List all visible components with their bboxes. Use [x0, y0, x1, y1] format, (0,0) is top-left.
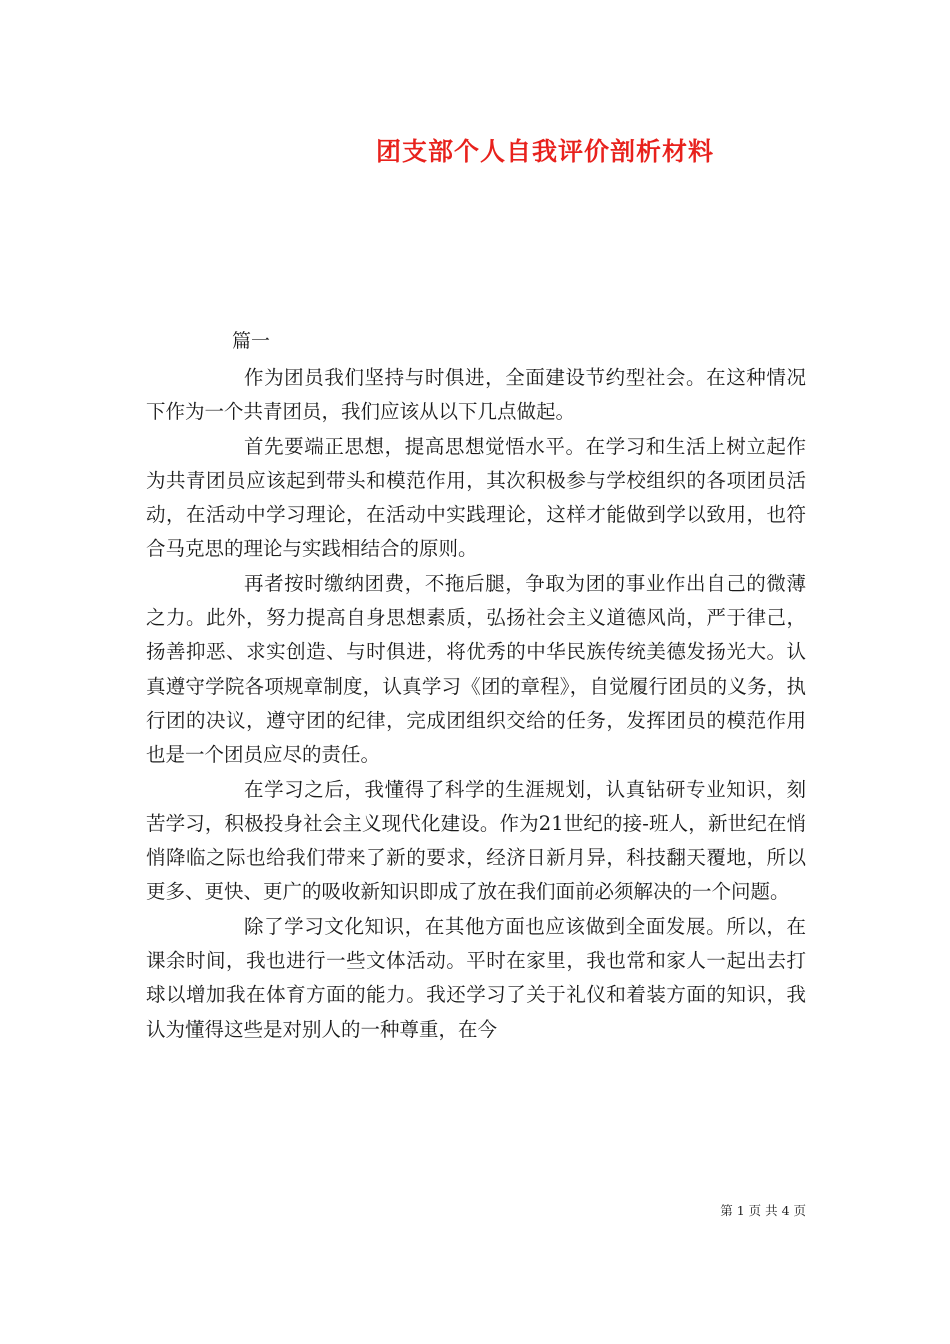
document-body — [146, 361, 806, 1047]
paragraph-5: 除了学习文化知识，在其他方面也应该做到全面发展。所以，在课余时间，我也进行一些文体活动。平时在家里，我也常和家人一起出去打球以增加我在体育方面的能力。我还学习了关于礼仪和着装方面的知识，我认为懂得这些是对别人的一种尊重，在今 — [146, 914, 806, 1041]
document-title: 团支部个人自我评价剖析材料 — [375, 137, 714, 166]
paragraph-2: 首先要端正思想，提高思想觉悟水平。在学习和生活上树立起作为共青团员应该起到带头和模范作用，其次积极参与学校组织的各项团员活动，在活动中学习理论，在活动中实践理论，这样才能做到学以致用，也符合马克思的理论与实践相结合的原则。 — [146, 434, 806, 561]
page-footer: 第 1 页 共 4 页 — [720, 1203, 806, 1218]
section-label: 篇一 — [232, 330, 271, 352]
paragraph-3: 再者按时缴纳团费，不拖后腿，争取为团的事业作出自己的微薄之力。此外，努力提高自身思想素质，弘扬社会主义道德风尚，严于律己，扬善抑恶、求实创造、与时俱进，将优秀的中华民族传统美德发扬光大。认真遵守学院各项规章制度，认真学习《团的章程》，自觉履行团员的义务，执行团的决议，遵守团的纪律，完成团组织交给的任务，发挥团员的模范作用也是一个团员应尽的责任。 — [146, 571, 806, 767]
paragraph-4: 在学习之后，我懂得了科学的生涯规划，认真钻研专业知识，刻苦学习，积极投身社会主义现代化建设。作为21世纪的接-班人，新世纪在悄悄降临之际也给我们带来了新的要求，经济日新月异，科技翻天覆地，所以更多、更快、更广的吸收新知识即成了放在我们面前必须解决的一个问题。 — [146, 777, 806, 904]
paragraph-1: 作为团员我们坚持与时俱进，全面建设节约型社会。在这种情况下作为一个共青团员，我们应该从以下几点做起。 — [146, 366, 806, 424]
